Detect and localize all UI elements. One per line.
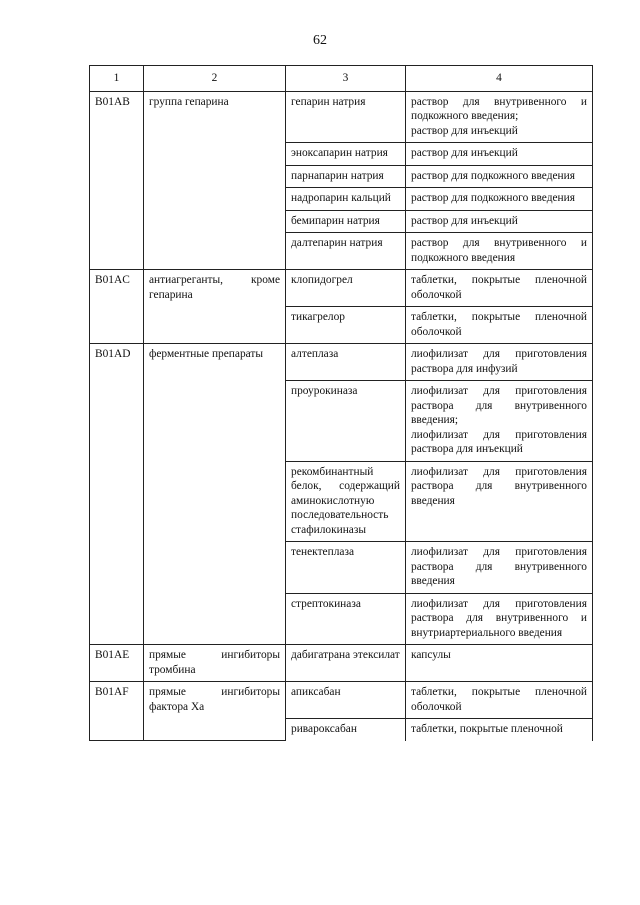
table-row [90, 682, 593, 719]
dosage-form-cell: раствор для внутривенного и подкожного введения [406, 233, 593, 270]
column-header: 2 [144, 66, 286, 92]
table-header-row [90, 66, 593, 92]
drug-name-cell: стрептокиназа [286, 593, 406, 645]
drug-name-cell: рекомбинантный белок, содержащий аминокислотную последовательность стафилокиназы [286, 461, 406, 542]
group-name-cell: группа гепарина [144, 91, 286, 270]
drug-name-cell: апиксабан [286, 682, 406, 719]
drug-name-cell: надропарин кальций [286, 188, 406, 211]
dosage-form-cell: раствор для внутривенного и подкожного введения; раствор для инъекций [406, 91, 593, 143]
atc-code-cell: B01AD [90, 344, 144, 645]
group-name-cell: прямые ингибиторы тромбина [144, 645, 286, 682]
table-row [90, 91, 593, 143]
drug-name-cell: алтеплаза [286, 344, 406, 381]
drug-name-cell: клопидогрел [286, 270, 406, 307]
dosage-form-cell: лиофилизат для приготовления раствора для внутривенного и внутриартериального введения [406, 593, 593, 645]
dosage-form-cell: лиофилизат для приготовления раствора для внутривенного введения [406, 461, 593, 542]
atc-code-cell: B01AC [90, 270, 144, 344]
dosage-form-cell: таблетки, покрытые пленочной [406, 719, 593, 741]
dosage-form-cell: таблетки, покрытые пленочной оболочкой [406, 270, 593, 307]
atc-code-cell: B01AB [90, 91, 144, 270]
atc-code-cell: B01AF [90, 682, 144, 741]
table-row [90, 344, 593, 381]
drug-table [89, 65, 593, 741]
group-name-cell: прямые ингибиторы фактора Ха [144, 682, 286, 741]
dosage-form-cell: раствор для подкожного введения [406, 188, 593, 211]
column-header: 4 [406, 66, 593, 92]
drug-name-cell: эноксапарин натрия [286, 143, 406, 166]
dosage-form-cell: лиофилизат для приготовления раствора для внутривенного введения [406, 542, 593, 594]
dosage-form-cell: лиофилизат для приготовления раствора для внутривенного введения; лиофилизат для приготовления раствора для инъекций [406, 381, 593, 462]
drug-name-cell: тикагрелор [286, 307, 406, 344]
dosage-form-cell: раствор для инъекций [406, 143, 593, 166]
group-name-cell: антиагреганты, кроме гепарина [144, 270, 286, 344]
drug-name-cell: тенектеплаза [286, 542, 406, 594]
dosage-form-cell: капсулы [406, 645, 593, 682]
column-header: 3 [286, 66, 406, 92]
drug-name-cell: бемипарин натрия [286, 210, 406, 233]
table-row [90, 645, 593, 682]
group-name-cell: ферментные препараты [144, 344, 286, 645]
dosage-form-cell: раствор для инъекций [406, 210, 593, 233]
page-number: 62 [313, 33, 327, 48]
drug-name-cell: парнапарин натрия [286, 165, 406, 188]
drug-name-cell: ривароксабан [286, 719, 406, 741]
drug-name-cell: дабигатрана этексилат [286, 645, 406, 682]
drug-name-cell: далтепарин натрия [286, 233, 406, 270]
dosage-form-cell: раствор для подкожного введения [406, 165, 593, 188]
drug-name-cell: гепарин натрия [286, 91, 406, 143]
atc-code-cell: B01AE [90, 645, 144, 682]
table-row [90, 270, 593, 307]
column-header: 1 [90, 66, 144, 92]
drug-name-cell: проурокиназа [286, 381, 406, 462]
dosage-form-cell: таблетки, покрытые пленочной оболочкой [406, 682, 593, 719]
dosage-form-cell: таблетки, покрытые пленочной оболочкой [406, 307, 593, 344]
dosage-form-cell: лиофилизат для приготовления раствора для инфузий [406, 344, 593, 381]
